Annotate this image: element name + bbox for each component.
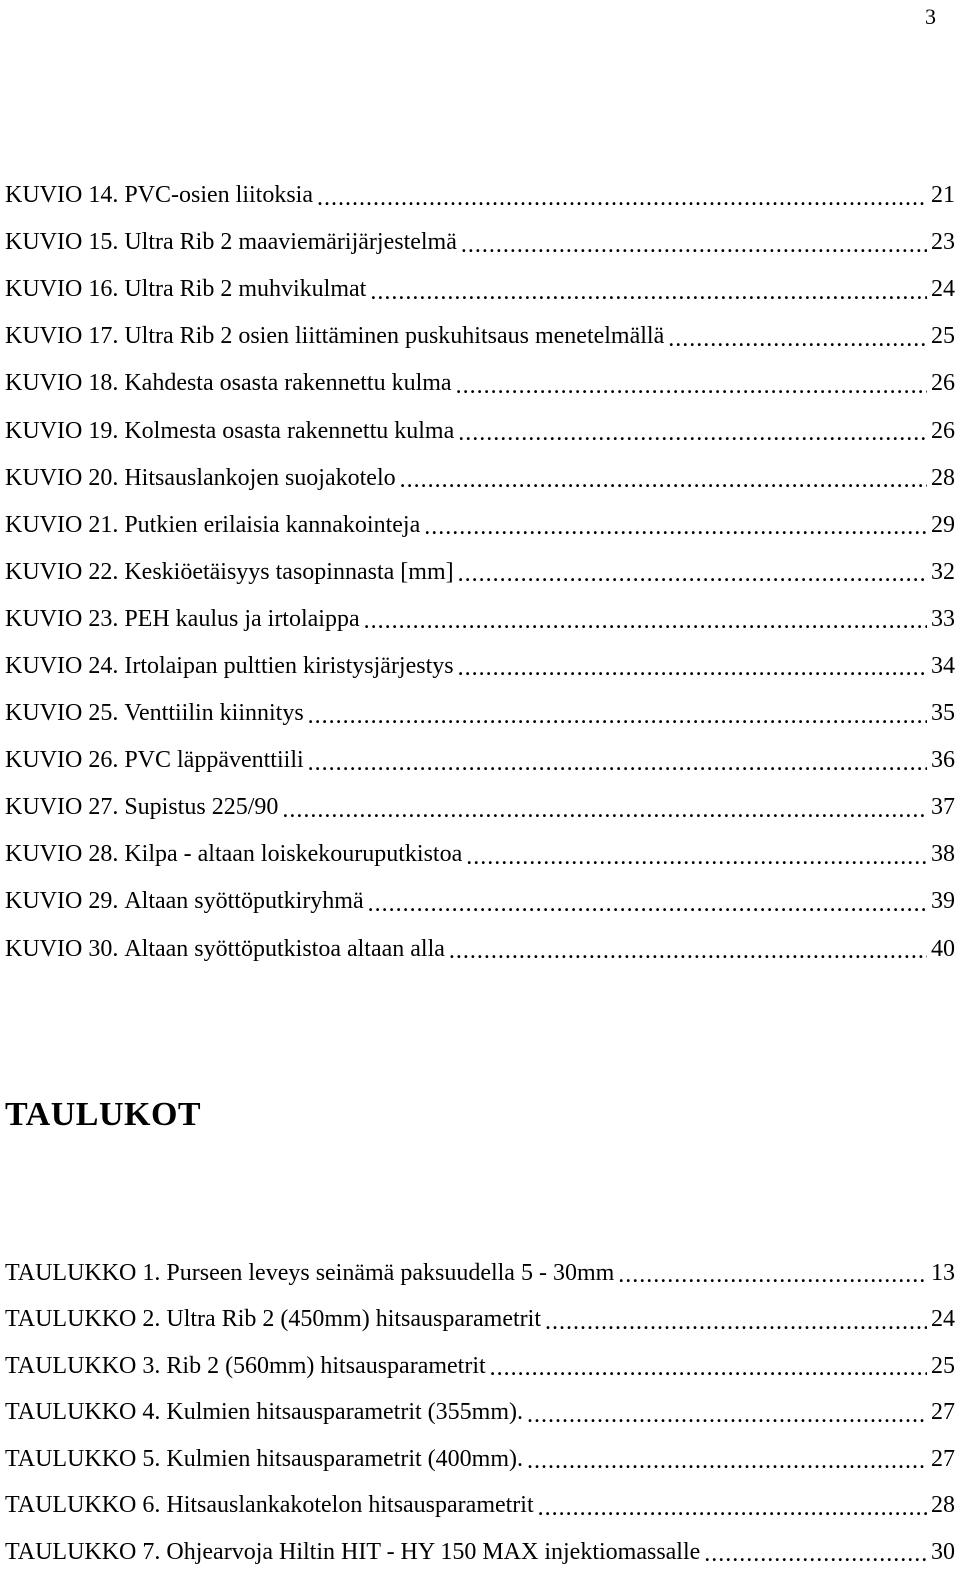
dot-leader: [456, 372, 927, 396]
entry-label: TAULUKKO 6.: [5, 1492, 161, 1519]
tables-list: [5, 1250, 955, 1576]
entry-title: Venttiilin kiinnitys: [124, 700, 304, 727]
entry-page: 27: [931, 1399, 955, 1426]
dot-leader: [461, 231, 927, 255]
entry-label: KUVIO 30.: [5, 935, 119, 962]
toc-entry-figure[interactable]: [5, 878, 955, 925]
toc-entry-figure[interactable]: [5, 926, 955, 973]
entry-page: 24: [931, 276, 955, 303]
entry-page: 26: [931, 417, 955, 444]
entry-title: Kulmien hitsausparametrit (400mm).: [166, 1445, 523, 1472]
entry-page: 33: [931, 605, 955, 632]
page-number: 3: [925, 4, 936, 29]
toc-entry-figure[interactable]: [5, 360, 955, 407]
entry-label: TAULUKKO 7.: [5, 1538, 161, 1565]
toc-entry-figure[interactable]: [5, 596, 955, 643]
entry-page: 28: [931, 1492, 955, 1519]
toc-entry-figure[interactable]: [5, 172, 955, 219]
dot-leader: [538, 1494, 927, 1518]
toc-entry-figure[interactable]: [5, 407, 955, 454]
toc-entry-figure[interactable]: [5, 313, 955, 360]
dot-leader: [668, 325, 927, 349]
entry-page: 40: [931, 935, 955, 962]
entry-label: KUVIO 23.: [5, 605, 119, 632]
dot-leader: [458, 654, 927, 678]
entry-title: Ohjearvoja Hiltin HIT - HY 150 MAX injektiomassalle: [166, 1538, 701, 1565]
entry-title: PEH kaulus ja irtolaippa: [124, 605, 360, 632]
entry-page: 38: [931, 841, 955, 868]
dot-leader: [618, 1261, 927, 1285]
entry-page: 30: [931, 1538, 955, 1565]
dot-leader: [308, 702, 927, 726]
entry-title: Supistus 225/90: [124, 794, 279, 821]
dot-leader: [308, 749, 927, 773]
dot-leader: [527, 1401, 927, 1425]
toc-entry-figure[interactable]: [5, 784, 955, 831]
dot-leader: [370, 278, 927, 302]
entry-page: 37: [931, 794, 955, 821]
toc-entry-figure[interactable]: [5, 831, 955, 878]
entry-label: TAULUKKO 5.: [5, 1445, 161, 1472]
entry-page: 35: [931, 700, 955, 727]
entry-page: 34: [931, 652, 955, 679]
toc-entry-figure[interactable]: [5, 549, 955, 596]
entry-page: 32: [931, 558, 955, 585]
entry-page: 39: [931, 888, 955, 915]
dot-leader: [424, 513, 927, 537]
entry-label: KUVIO 16.: [5, 276, 119, 303]
entry-page: 25: [931, 323, 955, 350]
entry-title: Ultra Rib 2 (450mm) hitsausparametrit: [166, 1306, 541, 1333]
dot-leader: [458, 419, 927, 443]
entry-label: KUVIO 24.: [5, 652, 119, 679]
entry-label: KUVIO 21.: [5, 511, 119, 538]
entry-label: KUVIO 29.: [5, 888, 119, 915]
dot-leader: [282, 796, 927, 820]
entry-label: KUVIO 15.: [5, 229, 119, 256]
entry-label: KUVIO 14.: [5, 182, 119, 209]
toc-entry-table[interactable]: [5, 1250, 955, 1297]
entry-page: 23: [931, 229, 955, 256]
entry-label: TAULUKKO 4.: [5, 1399, 161, 1426]
entry-page: 24: [931, 1306, 955, 1333]
dot-leader: [466, 843, 927, 867]
entry-title: Purseen leveys seinämä paksuudella 5 - 30mm: [166, 1259, 615, 1286]
toc-entry-figure[interactable]: [5, 455, 955, 502]
entry-title: Irtolaipan pulttien kiristysjärjestys: [124, 652, 454, 679]
toc-entry-figure[interactable]: [5, 643, 955, 690]
entry-title: Altaan syöttöputkiryhmä: [124, 888, 364, 915]
toc-entry-figure[interactable]: [5, 502, 955, 549]
entry-title: Kilpa - altaan loiskekouruputkistoa: [124, 841, 463, 868]
figures-list: [5, 172, 955, 973]
dot-leader: [490, 1354, 927, 1378]
entry-page: 28: [931, 464, 955, 491]
toc-entry-figure[interactable]: [5, 266, 955, 313]
entry-page: 13: [931, 1259, 955, 1286]
entry-title: Keskiöetäisyys tasopinnasta [mm]: [124, 558, 454, 585]
entry-title: Kahdesta osasta rakennettu kulma: [124, 370, 452, 397]
entry-label: TAULUKKO 3.: [5, 1352, 161, 1379]
dot-leader: [449, 937, 927, 961]
entry-page: 29: [931, 511, 955, 538]
entry-title: Ultra Rib 2 muhvikulmat: [124, 276, 367, 303]
tables-heading: TAULUKOT: [5, 1096, 202, 1133]
entry-label: KUVIO 27.: [5, 794, 119, 821]
entry-page: 36: [931, 747, 955, 774]
entry-title: PVC läppäventtiili: [124, 747, 304, 774]
toc-entry-table[interactable]: [5, 1390, 955, 1437]
entry-title: Kulmien hitsausparametrit (355mm).: [166, 1399, 523, 1426]
toc-entry-table[interactable]: [5, 1529, 955, 1576]
entry-label: KUVIO 26.: [5, 747, 119, 774]
dot-leader: [458, 560, 927, 584]
dot-leader: [364, 607, 927, 631]
dot-leader: [704, 1540, 927, 1564]
entry-label: KUVIO 28.: [5, 841, 119, 868]
entry-label: KUVIO 20.: [5, 464, 119, 491]
dot-leader: [317, 184, 927, 208]
entry-title: PVC-osien liitoksia: [124, 182, 313, 209]
entry-page: 26: [931, 370, 955, 397]
entry-page: 21: [931, 182, 955, 209]
dot-leader: [400, 466, 927, 490]
entry-page: 27: [931, 1445, 955, 1472]
toc-entry-table[interactable]: [5, 1343, 955, 1390]
entry-label: TAULUKKO 1.: [5, 1259, 161, 1286]
entry-label: KUVIO 25.: [5, 700, 119, 727]
entry-title: Hitsauslankakotelon hitsausparametrit: [166, 1492, 534, 1519]
toc-entry-figure[interactable]: [5, 219, 955, 266]
toc-entry-figure[interactable]: [5, 737, 955, 784]
toc-entry-table[interactable]: [5, 1483, 955, 1530]
dot-leader: [545, 1308, 927, 1332]
entry-title: Altaan syöttöputkistoa altaan alla: [124, 935, 445, 962]
entry-title: Putkien erilaisia kannakointeja: [124, 511, 421, 538]
toc-entry-table[interactable]: [5, 1436, 955, 1483]
entry-label: KUVIO 17.: [5, 323, 119, 350]
dot-leader: [527, 1447, 927, 1471]
entry-title: Hitsauslankojen suojakotelo: [124, 464, 396, 491]
toc-entry-figure[interactable]: [5, 690, 955, 737]
toc-entry-table[interactable]: [5, 1297, 955, 1344]
dot-leader: [368, 890, 927, 914]
entry-label: KUVIO 22.: [5, 558, 119, 585]
entry-label: KUVIO 18.: [5, 370, 119, 397]
entry-title: Kolmesta osasta rakennettu kulma: [124, 417, 455, 444]
entry-title: Ultra Rib 2 maaviemärijärjestelmä: [124, 229, 457, 256]
entry-title: Ultra Rib 2 osien liittäminen puskuhitsaus menetelmällä: [124, 323, 665, 350]
entry-label: KUVIO 19.: [5, 417, 119, 444]
entry-title: Rib 2 (560mm) hitsausparametrit: [166, 1352, 486, 1379]
entry-page: 25: [931, 1352, 955, 1379]
entry-label: TAULUKKO 2.: [5, 1306, 161, 1333]
